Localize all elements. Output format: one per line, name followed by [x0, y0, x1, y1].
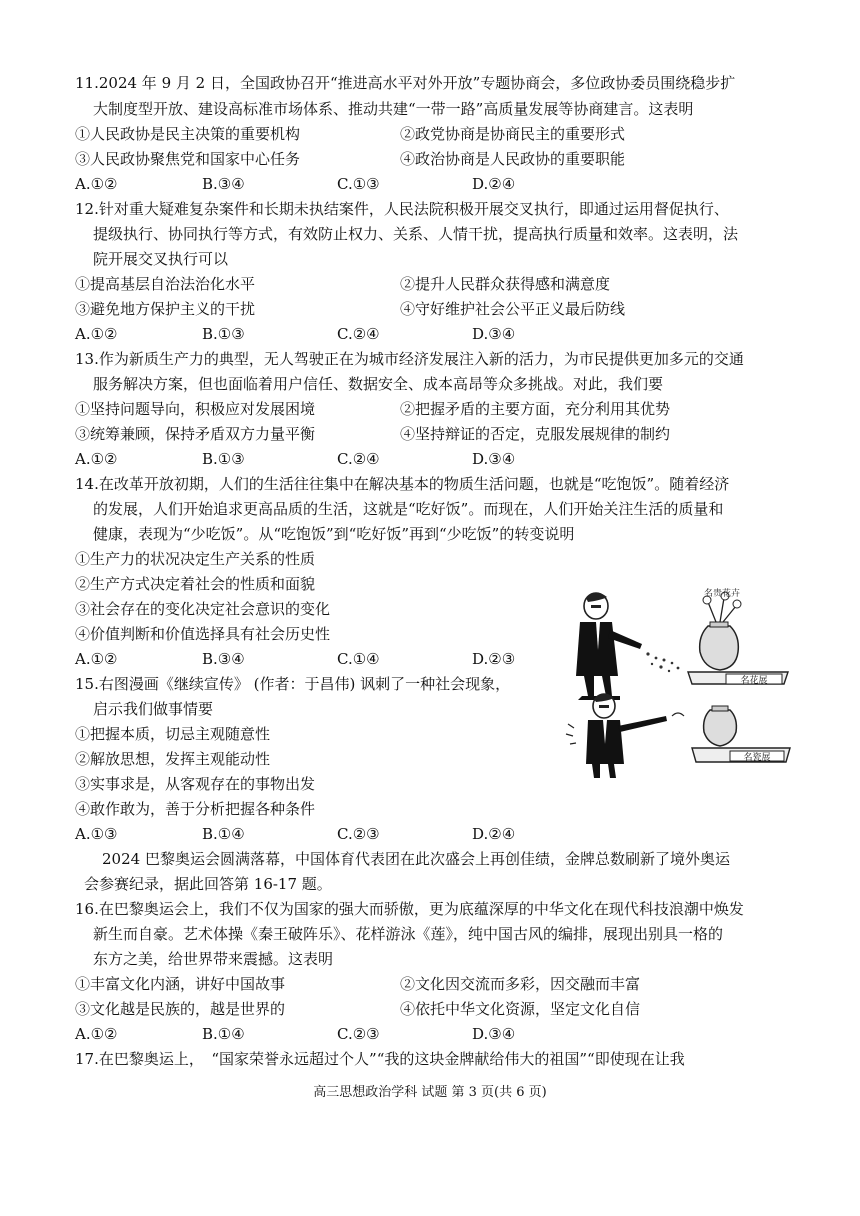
choice-a: A.①② — [75, 175, 118, 193]
statement-3: ③实事求是，从客观存在的事物出发 — [75, 775, 316, 793]
question-stem: 启示我们做事情要 — [93, 700, 214, 718]
statement-3: ③避免地方保护主义的干扰 — [75, 300, 256, 318]
question-stem: 11.2024 年 9 月 2 日，全国政协召开“推进高水平对外开放”专题协商会，多位政协委员围绕稳步扩 — [75, 74, 736, 92]
statement-1: ①生产力的状况决定生产关系的性质 — [75, 550, 316, 568]
statement-2: ②把握矛盾的主要方面，充分利用其优势 — [400, 400, 671, 418]
statement-1: ①人民政协是民主决策的重要机构 — [75, 125, 301, 143]
question-stem: 的发展，人们开始追求更高品质的生活，这就是“吃好饭”。而现在，人们开始关注生活的质量和 — [93, 500, 724, 518]
vase-text: 名贵花卉 — [704, 589, 741, 599]
statement-4: ④坚持辩证的否定，克服发展规律的制约 — [400, 425, 671, 443]
statement-2: ②文化因交流而多彩，因交融而丰富 — [400, 975, 641, 993]
cartoon-illustration — [558, 588, 798, 782]
statement-3: ③人民政协聚焦党和国家中心任务 — [75, 150, 301, 168]
choice-a: A.①③ — [75, 825, 118, 843]
choice-d: D.②④ — [472, 825, 516, 843]
page-footer: 高三思想政治学科 试题 第 3 页(共 6 页) — [313, 1085, 547, 1100]
choice-a: A.①② — [75, 325, 118, 343]
question-stem: 15.右图漫画《继续宣传》 (作者：于昌伟) 讽刺了一种社会现象， — [75, 675, 511, 693]
choice-d: D.③④ — [472, 450, 516, 468]
sign-top: 名花展 — [740, 676, 768, 686]
choice-b: B.③④ — [202, 175, 245, 193]
question-stem: 东方之美，给世界带来震撼。这表明 — [93, 950, 334, 968]
question-stem: 17.在巴黎奥运上， “国家荣誉永远超过个人”“我的这块金牌献给伟大的祖国”“即使现在让我 — [75, 1050, 685, 1068]
statement-1: ①丰富文化内涵，讲好中国故事 — [75, 975, 286, 993]
statement-4: ④守好维护社会公平正义最后防线 — [400, 300, 626, 318]
choice-b: B.①③ — [202, 325, 245, 343]
intro-line: 2024 巴黎奥运会圆满落幕，中国体育代表团在此次盛会上再创佳绩，金牌总数刷新了境外奥运 — [102, 850, 730, 868]
statement-3: ③社会存在的变化决定社会意识的变化 — [75, 600, 331, 618]
choice-c: C.②③ — [337, 1025, 380, 1043]
choice-a: A.①② — [75, 1025, 118, 1043]
choice-c: C.①③ — [337, 175, 380, 193]
question-stem: 提级执行、协同执行等方式，有效防止权力、关系、人情干扰，提高执行质量和效率。这表明，法 — [93, 225, 739, 243]
question-stem: 新生而自豪。艺术体操《秦王破阵乐》、花样游泳《莲》，纯中国古风的编排，展现出别具一格的 — [93, 925, 724, 943]
choice-d: D.②④ — [472, 175, 516, 193]
question-stem: 健康，表现为“少吃饭”。从“吃饱饭”到“吃好饭”再到“少吃饭”的转变说明 — [93, 525, 575, 543]
statement-3: ③统筹兼顾，保持矛盾双方力量平衡 — [75, 425, 316, 443]
question-stem: 服务解决方案，但也面临着用户信任、数据安全、成本高昂等众多挑战。对此，我们要 — [93, 375, 664, 393]
question-stem: 14.在改革开放初期，人们的生活往往集中在解决基本的物质生活问题，也就是“吃饱饭”。随着经济 — [75, 475, 730, 493]
statement-2: ②政党协商是协商民主的重要形式 — [400, 125, 626, 143]
question-stem: 13.作为新质生产力的典型，无人驾驶正在为城市经济发展注入新的活力，为市民提供更加多元的交通 — [75, 350, 744, 368]
choice-c: C.②④ — [337, 450, 380, 468]
choice-b: B.①④ — [202, 825, 245, 843]
statement-2: ②提升人民群众获得感和满意度 — [400, 275, 611, 293]
question-stem: 院开展交叉执行可以 — [93, 250, 229, 268]
statement-2: ②解放思想，发挥主观能动性 — [75, 750, 271, 768]
choice-d: D.③④ — [472, 325, 516, 343]
statement-4: ④依托中华文化资源，坚定文化自信 — [400, 1000, 641, 1018]
sign-bottom: 名瓷展 — [743, 753, 771, 763]
choice-b: B.①④ — [202, 1025, 245, 1043]
choice-d: D.③④ — [472, 1025, 516, 1043]
choice-b: B.①③ — [202, 450, 245, 468]
statement-1: ①提高基层自治法治化水平 — [75, 275, 256, 293]
choice-c: C.②③ — [337, 825, 380, 843]
statement-4: ④政治协商是人民政协的重要职能 — [400, 150, 626, 168]
choice-b: B.③④ — [202, 650, 245, 668]
statement-1: ①坚持问题导向，积极应对发展困境 — [75, 400, 316, 418]
intro-line: 会参赛纪录，据此回答第 16-17 题。 — [84, 875, 332, 893]
choice-c: C.②④ — [337, 325, 380, 343]
cartoon-top-scene — [576, 588, 788, 700]
statement-4: ④价值判断和价值选择具有社会历史性 — [75, 625, 331, 643]
question-stem: 12.针对重大疑难复杂案件和长期未执结案件，人民法院积极开展交叉执行，即通过运用督促执行、 — [75, 200, 729, 218]
cartoon-bottom-scene — [566, 694, 790, 778]
choice-a: A.①② — [75, 650, 118, 668]
choice-c: C.①④ — [337, 650, 380, 668]
statement-1: ①把握本质，切忌主观随意性 — [75, 725, 271, 743]
statement-3: ③文化越是民族的，越是世界的 — [75, 1000, 286, 1018]
statement-4: ④敢作敢为，善于分析把握各种条件 — [75, 800, 316, 818]
question-stem: 16.在巴黎奥运会上，我们不仅为国家的强大而骄傲，更为底蕴深厚的中华文化在现代科技浪潮中焕发 — [75, 900, 744, 918]
statement-2: ②生产方式决定着社会的性质和面貌 — [75, 575, 316, 593]
choice-a: A.①② — [75, 450, 118, 468]
question-stem: 大制度型开放、建设高标准市场体系、推动共建“一带一路”高质量发展等协商建言。这表明 — [93, 100, 694, 118]
choice-d: D.②③ — [472, 650, 516, 668]
